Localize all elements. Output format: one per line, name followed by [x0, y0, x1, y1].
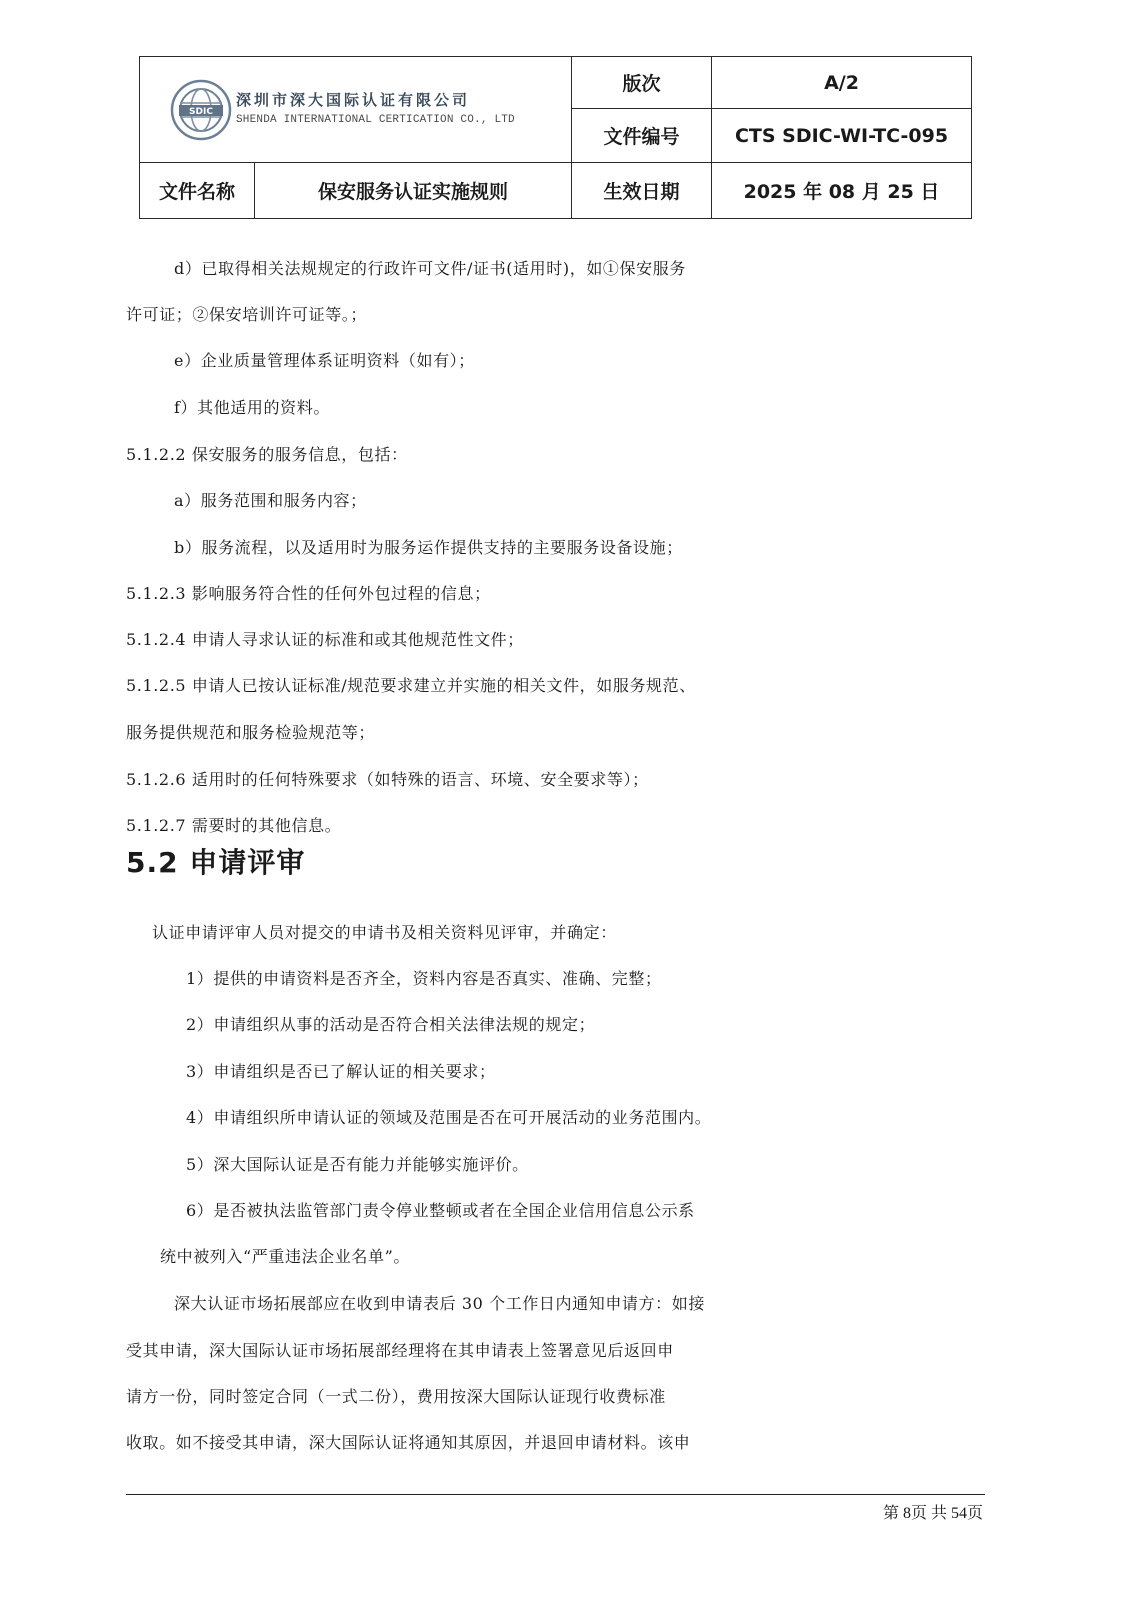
footer-divider: [126, 1494, 985, 1495]
section-heading: 5.2 申请评审: [126, 846, 306, 879]
company-logo-icon: [170, 79, 232, 141]
body-line: e）企业质量管理体系证明资料（如有）；: [174, 351, 475, 370]
version-label: 版次: [572, 57, 712, 109]
doc-name-label: 文件名称: [140, 163, 255, 219]
version-value: A/2: [712, 57, 972, 109]
document-header-table: [139, 56, 972, 219]
clause-5-1-2-5: 5.1.2.5 申请人已按认证标准/规范要求建立并实施的相关文件，如服务规范、: [126, 676, 696, 695]
doc-number-value: CTS SDIC-WI-TC-095: [712, 109, 972, 163]
effective-date-value: 2025 年 08 月 25 日: [712, 163, 972, 219]
review-item: 2）申请组织从事的活动是否符合相关法律法规的规定；: [186, 1015, 596, 1034]
body-line: 深大认证市场拓展部应在收到申请表后 30 个工作日内通知申请方：如接: [174, 1294, 705, 1313]
review-item: 3）申请组织是否已了解认证的相关要求；: [186, 1062, 496, 1081]
clause-5-1-2-2: 5.1.2.2 保安服务的服务信息，包括：: [126, 445, 408, 464]
logo-text: SDIC: [189, 106, 213, 117]
doc-number-label: 文件编号: [572, 109, 712, 163]
review-item: 统中被列入“严重违法企业名单”。: [160, 1247, 410, 1266]
body-line: 服务提供规范和服务检验规范等；: [126, 723, 376, 742]
doc-name-value: 保安服务认证实施规则: [255, 163, 572, 219]
body-line: 许可证；②保安培训许可证等。；: [126, 305, 368, 324]
body-line: a）服务范围和服务内容；: [174, 491, 367, 510]
review-item: 5）深大国际认证是否有能力并能够实施评价。: [186, 1155, 529, 1174]
clause-5-1-2-6: 5.1.2.6 适用时的任何特殊要求（如特殊的语言、环境、安全要求等）；: [126, 770, 649, 789]
clause-5-1-2-7: 5.1.2.7 需要时的其他信息。: [126, 816, 342, 835]
body-line: d）已取得相关法规规定的行政许可文件/证书(适用时)，如①保安服务: [174, 259, 686, 278]
clause-5-1-2-3: 5.1.2.3 影响服务符合性的任何外包过程的信息；: [126, 584, 491, 603]
review-item: 1）提供的申请资料是否齐全，资料内容是否真实、准确、完整；: [186, 969, 662, 988]
body-line: 请方一份，同时签定合同（一式二份），费用按深大国际认证现行收费标准: [126, 1387, 666, 1406]
company-name-en: SHENDA INTERNATIONAL CERTICATION CO., LTD: [236, 114, 515, 126]
company-logo-cell: [140, 57, 572, 163]
body-line: 收取。如不接受其申请，深大国际认证将通知其原因，并退回申请材料。该申: [126, 1433, 691, 1452]
review-intro: 认证申请评审人员对提交的申请书及相关资料见评审，并确定：: [152, 923, 617, 942]
review-item: 6）是否被执法监管部门责令停业整顿或者在全国企业信用信息公示系: [186, 1201, 695, 1220]
body-line: b）服务流程，以及适用时为服务运作提供支持的主要服务设备设施；: [174, 538, 683, 557]
page-number: 第 8页 共 54页: [882, 1505, 983, 1522]
review-item: 4）申请组织所申请认证的领域及范围是否在可开展活动的业务范围内。: [186, 1108, 712, 1127]
body-line: f）其他适用的资料。: [174, 398, 330, 417]
clause-5-1-2-4: 5.1.2.4 申请人寻求认证的标准和或其他规范性文件；: [126, 630, 524, 649]
effective-date-label: 生效日期: [572, 163, 712, 219]
body-line: 受其申请，深大国际认证市场拓展部经理将在其申请表上签署意见后返回申: [126, 1341, 674, 1360]
company-name-cn: 深圳市深大国际认证有限公司: [236, 91, 471, 109]
